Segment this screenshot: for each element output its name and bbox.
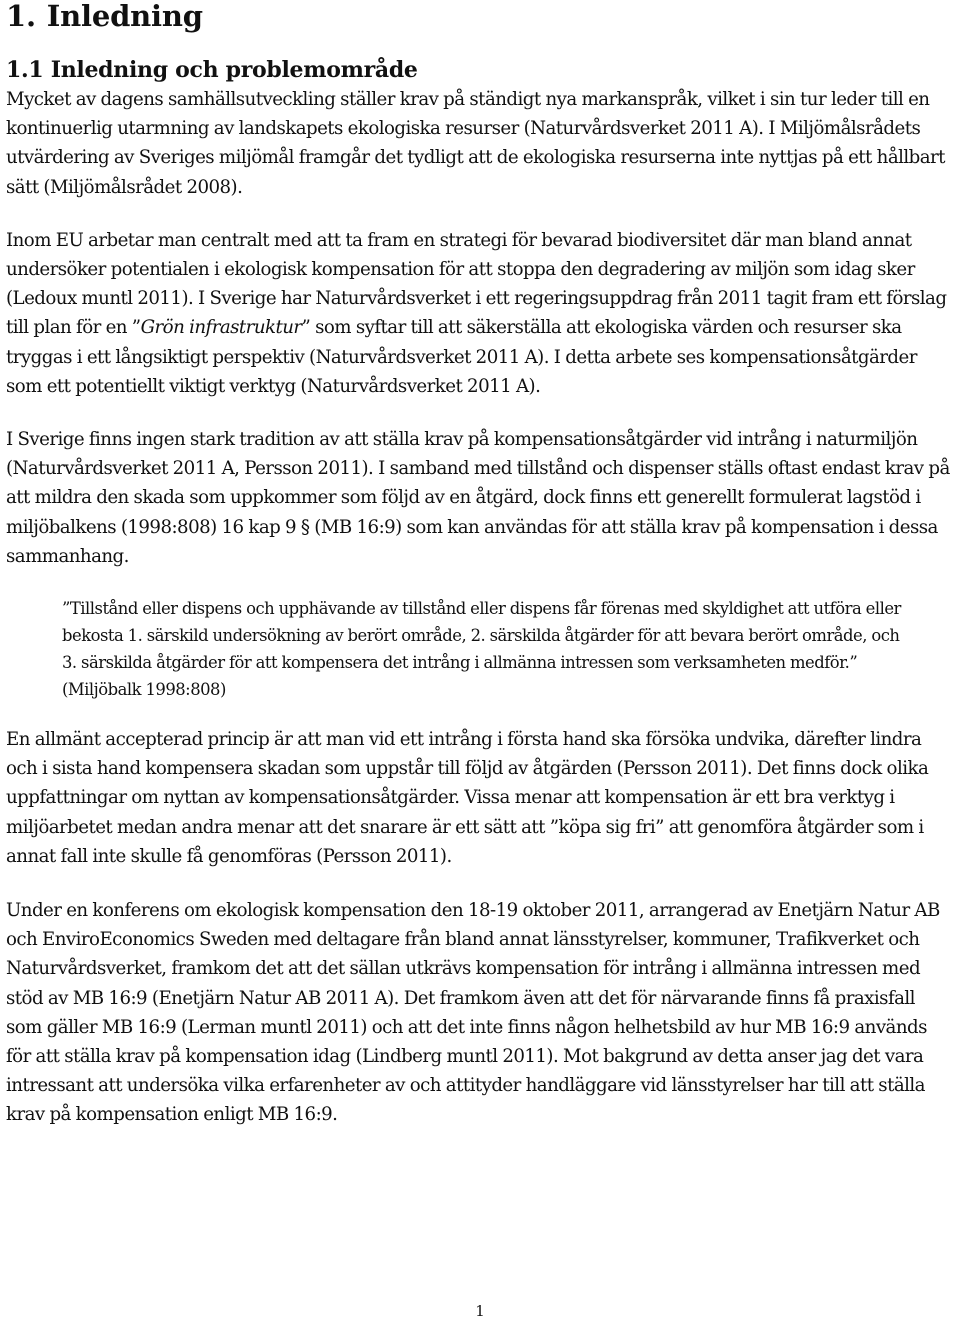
- paragraph-sweden-tradition: I Sverige finns ingen stark tradition av att ställa krav på kompensationsåtgärder vid intrång i naturmiljön (Naturvårdsverket 2011 A, Persson 2011). I samband med tillstånd och dispenser ställs oftast endast krav på att mildra den skada som uppkommer som följd av en åtgärd, dock finns ett generellt formulerat lagstöd i miljöbalkens (1998:808) 16 kap 9 § (MB 16:9) som kan användas för att ställa krav på kompensation i dessa sammanhang.: [6, 429, 950, 567]
- paragraph-eu-strategy-italic: Grön infrastruktur: [140, 317, 302, 339]
- paragraph-eu-strategy-text-2: ” som syftar till att säkerställa att ekologiska värden och resurser ska tryggas i ett långsiktigt perspektiv (Naturvårdsverket 2011 A). I detta arbete ses kompensationsåtgärder som ett potentiellt viktigt verktyg (Naturvårdsverket 2011 A).: [6, 317, 917, 397]
- law-quote: ”Tillstånd eller dispens och upphävande av tillstånd eller dispens får förenas med skyldighet att utföra eller bekosta 1. särskild undersökning av berört område, 2. särskilda åtgärder för att bevara berört område, och 3. särskilda åtgärder för att kompensera det intrång i allmänna intressen som verksamheten medför.” (Miljöbalk 1998:808): [62, 599, 901, 700]
- paragraph-eu-strategy-text-1: Inom EU arbetar man centralt med att ta fram en strategi för bevarad biodiversitet där man bland annat undersöker potentialen i ekologisk kompensation för att stoppa den degradering av miljön som idag sker (Ledoux muntl 2011). I Sverige har Naturvårdsverket i ett regeringsuppdrag från 2011 tagit fram ett förslag till plan för en ”: [6, 229, 947, 339]
- paragraph-principle: En allmänt accepterad princip är att man vid ett intrång i första hand ska försöka undvika, därefter lindra och i sista hand kompensera skadan som uppstår till följd av åtgärden (Persson 2011). Det finns dock olika uppfattningar om nyttan av kompensationsåtgärder. Vissa menar att kompensation är ett bra verktyg i miljöarbetet medan andra menar att det snarare är ett sätt att ”köpa sig fri” att genomföra åtgärder som i annat fall inte skulle få genomföras (Persson 2011).: [6, 729, 929, 867]
- chapter-heading: 1. Inledning: [6, 0, 203, 33]
- paragraph-conference: Under en konferens om ekologisk kompensation den 18-19 oktober 2011, arrangerad av Enetjärn Natur AB och EnviroEconomics Sweden med deltagare från bland annat länsstyrelser, kommuner, Trafikverket och Naturvårdsverket, framkom det att det sällan utkrävs kompensation för intrång i allmänna intressen med stöd av MB 16:9 (Enetjärn Natur AB 2011 A). Det framkom även att det för närvarande finns få praxisfall som gäller MB 16:9 (Lerman muntl 2011) och att det inte finns någon helhetsbild av hur MB 16:9 används för att ställa krav på kompensation idag (Lindberg muntl 2011). Mot bakgrund av detta anser jag det vara intressant att undersöka vilka erfarenheter av och attityder handläggare vid länsstyrelser har till att ställa krav på kompensation enligt MB 16:9.: [6, 900, 940, 1126]
- paragraph-intro: Mycket av dagens samhällsutveckling ställer krav på ständigt nya markanspråk, vilket i sin tur leder till en kontinuerlig utarmning av landskapets ekologiska resurser (Naturvårdsverket 2011 A). I Miljömålsrådets utvärdering av Sveriges miljömål framgår det tydligt att de ekologiska resurserna inte nyttjas på ett hållbart sätt (Miljömålsrådet 2008).: [6, 89, 945, 198]
- section-heading: 1.1 Inledning och problemområde: [6, 57, 418, 83]
- paragraph-eu-strategy: [6, 226, 954, 401]
- page-number: 1: [475, 1302, 485, 1320]
